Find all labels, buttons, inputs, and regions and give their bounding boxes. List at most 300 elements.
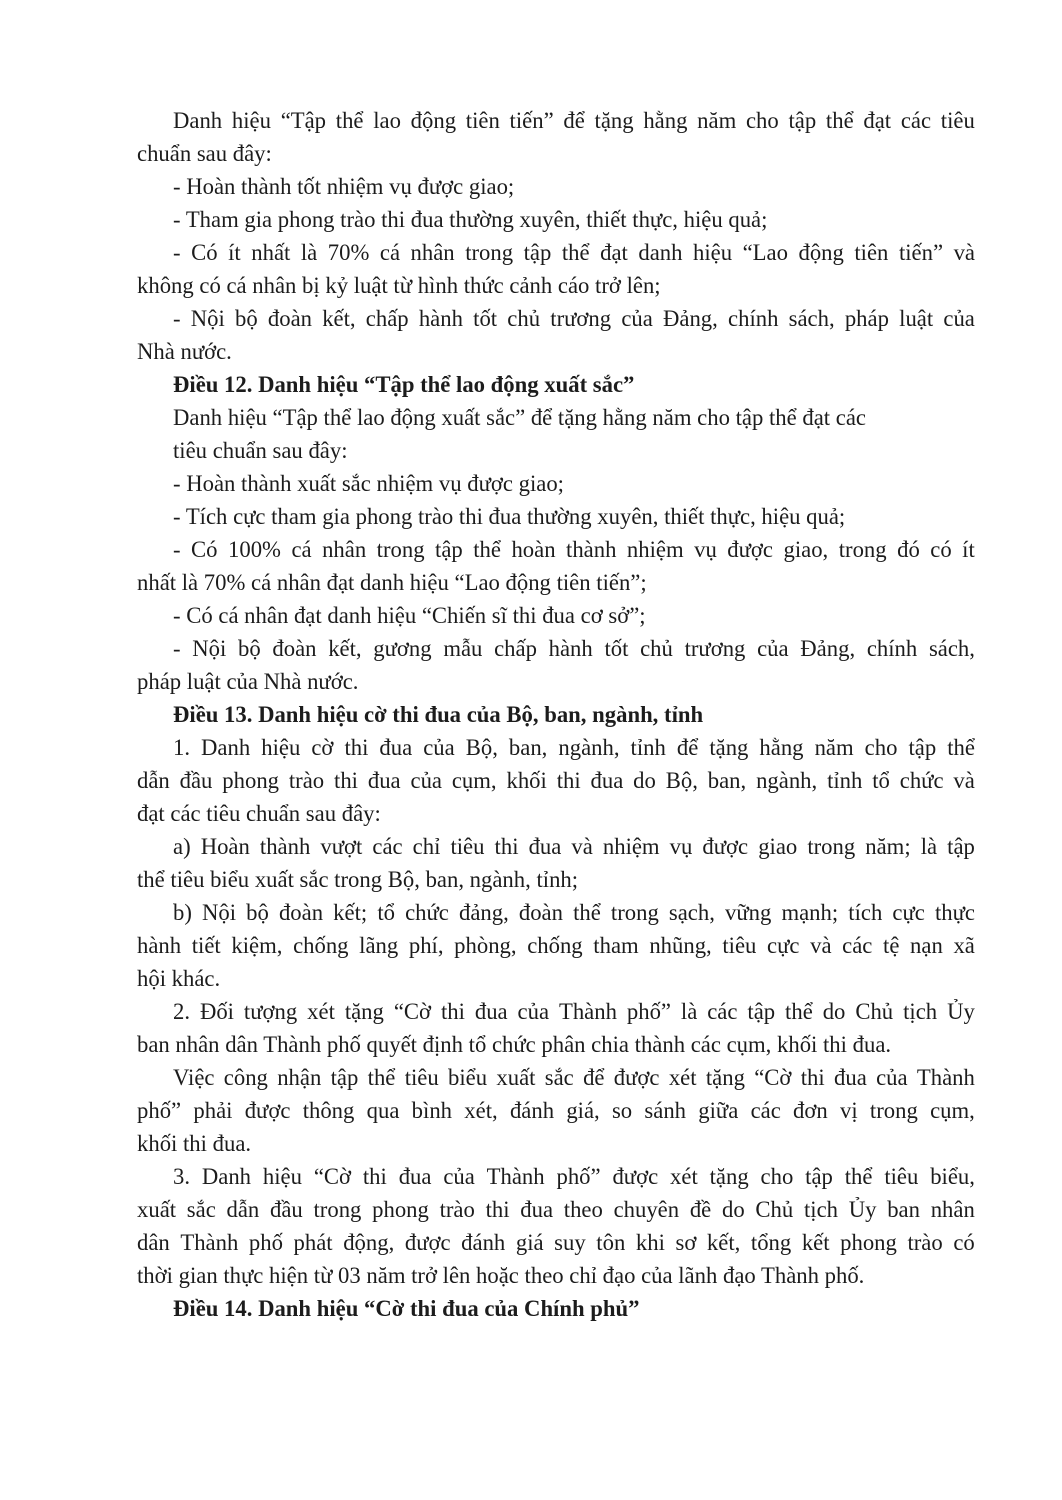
word: được — [612, 1164, 659, 1189]
word: tặng — [594, 108, 634, 133]
word: cụm, — [930, 1098, 975, 1123]
word: sách, — [788, 306, 835, 331]
word: tập — [908, 735, 937, 760]
word: chấp — [494, 636, 537, 661]
word: trương — [684, 636, 746, 661]
text-line: thể tiêu biểu xuất sắc trong Bộ, ban, ngành, tỉnh; — [137, 867, 579, 892]
word: kết, — [328, 636, 362, 661]
word: hiệu — [231, 108, 271, 133]
word: hiệu — [693, 240, 733, 265]
word: chức — [405, 900, 449, 925]
text-line — [137, 104, 975, 137]
word: xét — [668, 1065, 697, 1090]
word: xuất — [496, 1065, 536, 1090]
word: ban, — [508, 735, 548, 760]
word: động — [798, 240, 844, 265]
word: khối — [506, 768, 547, 793]
word: tỉnh — [630, 735, 666, 760]
word: Danh — [201, 1164, 252, 1189]
word: vững — [725, 900, 772, 925]
word: tặng — [344, 999, 384, 1024]
word: thành — [259, 834, 311, 859]
word: của — [423, 735, 455, 760]
word: tổng — [750, 1230, 792, 1255]
word: tặng — [709, 1164, 749, 1189]
word: kết, — [322, 306, 356, 331]
word: cho — [864, 735, 898, 760]
word: - — [173, 537, 181, 562]
word: theo — [563, 1197, 603, 1222]
word: sánh — [644, 1098, 687, 1123]
word: do — [822, 999, 846, 1024]
word: thể — [573, 900, 601, 925]
word: là — [300, 240, 318, 265]
word: chống — [527, 933, 583, 958]
word: Thành — [558, 999, 617, 1024]
word: vụ — [669, 834, 693, 859]
heading-line: Điều 12. Danh hiệu “Tập thể lao động xuất sắc” — [173, 372, 635, 397]
word: tiến” — [509, 108, 554, 133]
word: “Tập — [280, 108, 327, 133]
word: đua — [367, 768, 401, 793]
word: tiêu — [450, 834, 485, 859]
word: - — [173, 636, 181, 661]
word: tổ — [872, 768, 890, 793]
word: thể — [561, 240, 590, 265]
word: so — [611, 1098, 633, 1123]
word: nhiệm — [602, 834, 660, 859]
word: đảng, — [458, 900, 509, 925]
word: kết; — [333, 900, 368, 925]
word: và — [571, 834, 593, 859]
word: nhân — [410, 240, 455, 265]
word: dẫn — [137, 768, 170, 793]
word: đầu — [270, 1197, 303, 1222]
word: bộ — [235, 306, 258, 331]
word: ban, — [707, 768, 747, 793]
word: tệ — [883, 933, 900, 958]
word: để — [563, 108, 585, 133]
word: cho — [760, 1164, 794, 1189]
word: thi — [362, 1164, 387, 1189]
text-line — [137, 929, 975, 962]
word: nhũng, — [649, 933, 712, 958]
word: do — [633, 768, 656, 793]
word: chống — [293, 933, 349, 958]
word: Thành — [486, 1164, 545, 1189]
word: đạt — [863, 108, 892, 133]
word: 70% — [327, 240, 370, 265]
text-line: Nhà nước. — [137, 339, 232, 364]
word: hành — [418, 306, 463, 331]
word: tham — [593, 933, 639, 958]
word: dẫn — [226, 1197, 260, 1222]
word: Ủy — [947, 999, 975, 1024]
word: trong — [869, 1098, 918, 1123]
word: Có — [191, 240, 218, 265]
word: trào — [288, 768, 325, 793]
word: tổ — [377, 900, 395, 925]
word: Thành — [180, 1230, 239, 1255]
word: xét, — [464, 1098, 498, 1123]
word: các — [900, 108, 932, 133]
word: thi — [440, 999, 465, 1024]
word: chuyên — [613, 1197, 680, 1222]
word: của — [517, 999, 550, 1024]
word: và — [810, 933, 832, 958]
word: thể — [335, 108, 364, 133]
word: ngành, — [756, 768, 818, 793]
text-line: thời gian thực hiện từ 03 năm trở lên hoặc theo chỉ đạo của lãnh đạo Thành phố. — [137, 1263, 865, 1288]
word: qua — [366, 1098, 400, 1123]
text-line: đạt các tiêu chuẩn sau đây: — [137, 801, 381, 826]
word: của — [621, 306, 653, 331]
text-line: pháp luật của Nhà nước. — [137, 669, 359, 694]
word: Chủ — [755, 1197, 794, 1222]
word: của — [443, 1164, 475, 1189]
word: Việc — [173, 1065, 215, 1090]
word: tập — [805, 1164, 833, 1189]
word: Đảng, — [800, 636, 856, 661]
word: suy — [554, 1230, 586, 1255]
word: đua — [520, 1197, 554, 1222]
text-line — [137, 896, 975, 929]
word: phố” — [626, 999, 671, 1024]
word: tịch — [803, 1197, 838, 1222]
word: tốt — [473, 306, 498, 331]
word: trong — [807, 834, 856, 859]
word: tiên — [465, 108, 500, 133]
word: Danh — [201, 735, 251, 760]
word: lãng — [359, 933, 399, 958]
word: phố” — [556, 1164, 601, 1189]
word: thành — [566, 537, 617, 562]
text-line: - Hoàn thành xuất sắc nhiệm vụ được giao; — [173, 471, 564, 496]
word: 3. — [173, 1164, 191, 1189]
word: “Cờ — [313, 1164, 352, 1189]
word: xã — [953, 933, 975, 958]
word: đạt — [600, 240, 628, 265]
word: Nội — [190, 306, 225, 331]
word: nhất — [251, 240, 291, 265]
heading-line: Điều 13. Danh hiệu cờ thi đua của Bộ, ban, ngành, tỉnh — [173, 702, 704, 727]
word: đánh — [509, 1098, 555, 1123]
word: Đảng, — [663, 306, 718, 331]
word: nhân — [930, 1197, 975, 1222]
word: thể — [367, 1065, 396, 1090]
word: hoàn — [511, 537, 556, 562]
word: pháp — [844, 306, 889, 331]
text-line — [137, 731, 975, 764]
text-line: tiêu chuẩn sau đây: — [173, 438, 348, 463]
word: tốt — [604, 636, 629, 661]
word: Chủ — [855, 999, 894, 1024]
word: là — [920, 834, 938, 859]
word: đua — [834, 1065, 867, 1090]
word: trào — [907, 1230, 943, 1255]
word: hiệu — [261, 735, 301, 760]
text-line — [137, 1094, 975, 1127]
word: đoàn — [278, 900, 324, 925]
text-line: - Hoàn thành tốt nhiệm vụ được giao; — [173, 174, 515, 199]
word: lao — [373, 108, 401, 133]
word: tiết — [191, 933, 221, 958]
word: Bộ, — [665, 768, 698, 793]
word: 100% — [228, 537, 281, 562]
word: trong — [376, 537, 425, 562]
word: biểu, — [930, 1164, 975, 1189]
word: kiệm, — [231, 933, 283, 958]
word: tỉnh — [827, 768, 863, 793]
word: trong — [313, 1197, 362, 1222]
word: Đối — [199, 999, 234, 1024]
word: thi — [800, 1065, 825, 1090]
text-line: nhất là 70% cá nhân đạt danh hiệu “Lao động tiên tiến”; — [137, 570, 647, 595]
word: thể — [473, 537, 501, 562]
text-line: - Tích cực tham gia phong trào thi đua thường xuyên, thiết thực, hiệu quả; — [173, 504, 846, 529]
word: hằng — [759, 735, 804, 760]
word: ngành, — [558, 735, 620, 760]
word: trong — [610, 900, 659, 925]
word: năm — [814, 735, 854, 760]
word: là — [680, 999, 698, 1024]
word: kết — [801, 1230, 830, 1255]
text-line — [137, 533, 975, 566]
word: cá — [379, 240, 401, 265]
word: các — [372, 834, 403, 859]
word: tiêu — [404, 1065, 439, 1090]
word: Hoàn — [200, 834, 250, 859]
text-line — [137, 1193, 975, 1226]
word: tích — [848, 900, 883, 925]
word: vị — [840, 1098, 858, 1123]
word: chủ — [640, 636, 673, 661]
word: tịch — [903, 999, 938, 1024]
word: đua — [398, 1164, 432, 1189]
word: động — [410, 108, 457, 133]
word: 1. — [173, 735, 191, 760]
word: động, — [343, 1230, 395, 1255]
text-line — [137, 302, 975, 335]
word: của — [876, 1065, 908, 1090]
word: phải — [193, 1098, 233, 1123]
word: a) — [173, 834, 191, 859]
word: tượng — [243, 999, 298, 1024]
word: danh — [638, 240, 683, 265]
text-line: - Có cá nhân đạt danh hiệu “Chiến sĩ thi đua cơ sở”; — [173, 603, 646, 628]
word: đua — [474, 999, 508, 1024]
word: sắc — [186, 1197, 216, 1222]
word: tập — [435, 537, 463, 562]
word: xuất — [137, 1197, 177, 1222]
word: vụ — [694, 537, 717, 562]
word: dân — [137, 1230, 170, 1255]
word: Nội — [192, 636, 227, 661]
word: có — [930, 537, 952, 562]
word: các — [842, 933, 873, 958]
word: phát — [293, 1230, 333, 1255]
word: - — [173, 306, 181, 331]
word: để — [583, 1065, 605, 1090]
word: “Cờ — [754, 1065, 792, 1090]
word: công — [223, 1065, 268, 1090]
word: nhân — [322, 537, 367, 562]
word: chủ — [507, 306, 541, 331]
word: cực — [767, 933, 800, 958]
word: các — [750, 1098, 781, 1123]
text-block — [137, 104, 975, 1325]
word: đơn — [793, 1098, 828, 1123]
word: đoàn — [272, 636, 317, 661]
word: tập — [747, 999, 776, 1024]
text-line — [137, 1160, 975, 1193]
word: thi — [556, 768, 581, 793]
word: trong — [465, 240, 514, 265]
text-line: ban nhân dân Thành phố quyết định tổ chức phân chia thành các cụm, khối thi đua. — [137, 1032, 892, 1057]
word: đó — [897, 537, 920, 562]
word: xét — [670, 1164, 698, 1189]
text-line — [137, 632, 975, 665]
word: có — [953, 1230, 975, 1255]
word: thể — [844, 1164, 873, 1189]
word: trong — [838, 537, 887, 562]
word: sơ — [675, 1230, 697, 1255]
text-line: - Tham gia phong trào thi đua thường xuyên, thiết thực, hiệu quả; — [173, 207, 768, 232]
word: mạnh; — [781, 900, 839, 925]
word: trương — [550, 306, 612, 331]
word: tặng — [709, 735, 749, 760]
word: Có — [191, 537, 218, 562]
word: thể — [785, 999, 813, 1024]
word: đua — [528, 834, 562, 859]
word: đua — [379, 735, 413, 760]
word: bộ — [238, 636, 261, 661]
word: xét — [307, 999, 335, 1024]
text-line — [137, 1061, 975, 1094]
word: được — [727, 537, 774, 562]
word: kết, — [706, 1230, 741, 1255]
word: phong — [372, 1197, 429, 1222]
word: của — [943, 306, 975, 331]
word: Bộ, — [465, 735, 498, 760]
word: được — [702, 834, 749, 859]
word: tặng — [705, 1065, 745, 1090]
word: Danh — [173, 108, 223, 133]
word: tập — [523, 240, 552, 265]
word: ít — [228, 240, 241, 265]
text-line: hội khác. — [137, 966, 221, 991]
word: giao — [758, 834, 798, 859]
text-line — [137, 236, 975, 269]
word: nạn — [910, 933, 943, 958]
word: giá, — [566, 1098, 600, 1123]
word: phong — [840, 1230, 897, 1255]
word: sắc — [544, 1065, 574, 1090]
word: đoàn — [518, 900, 563, 925]
word: hằng — [643, 108, 688, 133]
word: hành — [137, 933, 182, 958]
word: cho — [745, 108, 779, 133]
word: hiệu — [262, 1164, 302, 1189]
word: phố” — [137, 1098, 182, 1123]
text-line — [137, 764, 975, 797]
word: ít — [962, 537, 975, 562]
word: phong — [222, 768, 279, 793]
word: sách, — [928, 636, 975, 661]
word: thực — [934, 900, 975, 925]
text-line — [137, 995, 975, 1028]
word: được — [613, 1065, 660, 1090]
word: được — [244, 1098, 291, 1123]
word: phố — [248, 1230, 283, 1255]
word: chức — [899, 768, 944, 793]
word: biểu — [448, 1065, 488, 1090]
word: chính — [866, 636, 918, 661]
word: thể — [825, 108, 854, 133]
word: tiêu — [722, 933, 757, 958]
word: của — [757, 636, 789, 661]
word: tập — [788, 108, 817, 133]
word: tập — [947, 834, 975, 859]
word: thi — [494, 834, 519, 859]
word: cụm, — [451, 768, 497, 793]
word: các — [707, 999, 738, 1024]
word: bình — [411, 1098, 453, 1123]
word: 2. — [173, 999, 191, 1024]
word: tập — [330, 1065, 359, 1090]
word: hành — [548, 636, 593, 661]
word: đề — [689, 1197, 712, 1222]
word: giá — [515, 1230, 544, 1255]
word: tiêu — [884, 1164, 919, 1189]
word: đầu — [179, 768, 213, 793]
word: và — [953, 240, 975, 265]
word: tiến” — [898, 240, 944, 265]
word: phòng, — [454, 933, 517, 958]
heading-line: Điều 14. Danh hiệu “Cờ thi đua của Chính phủ” — [173, 1296, 640, 1321]
word: b) — [173, 900, 192, 925]
word: nhận — [277, 1065, 322, 1090]
word: giữa — [698, 1098, 739, 1123]
word: tôn — [596, 1230, 626, 1255]
text-line — [137, 830, 975, 863]
word: Ủy — [848, 1197, 877, 1222]
word: năm; — [865, 834, 911, 859]
word: vượt — [320, 834, 363, 859]
text-line: không có cá nhân bị kỷ luật từ hình thức cảnh cáo trở lên; — [137, 273, 661, 298]
word: tiên — [854, 240, 889, 265]
word: đua — [590, 768, 624, 793]
word: chỉ — [412, 834, 441, 859]
word: được — [404, 1230, 451, 1255]
word: luật — [899, 306, 934, 331]
word: thông — [302, 1098, 355, 1123]
word: khi — [635, 1230, 665, 1255]
word: nhiệm — [626, 537, 684, 562]
text-line: khối thi đua. — [137, 1131, 252, 1156]
text-line — [137, 1226, 975, 1259]
word: chấp — [365, 306, 409, 331]
word: cực — [892, 900, 925, 925]
word: của — [410, 768, 442, 793]
word: thi — [334, 768, 358, 793]
word: “Lao — [742, 240, 788, 265]
word: để — [676, 735, 699, 760]
word: năm — [697, 108, 737, 133]
word: cá — [291, 537, 312, 562]
word: thi — [485, 1197, 510, 1222]
word: thể — [947, 735, 975, 760]
